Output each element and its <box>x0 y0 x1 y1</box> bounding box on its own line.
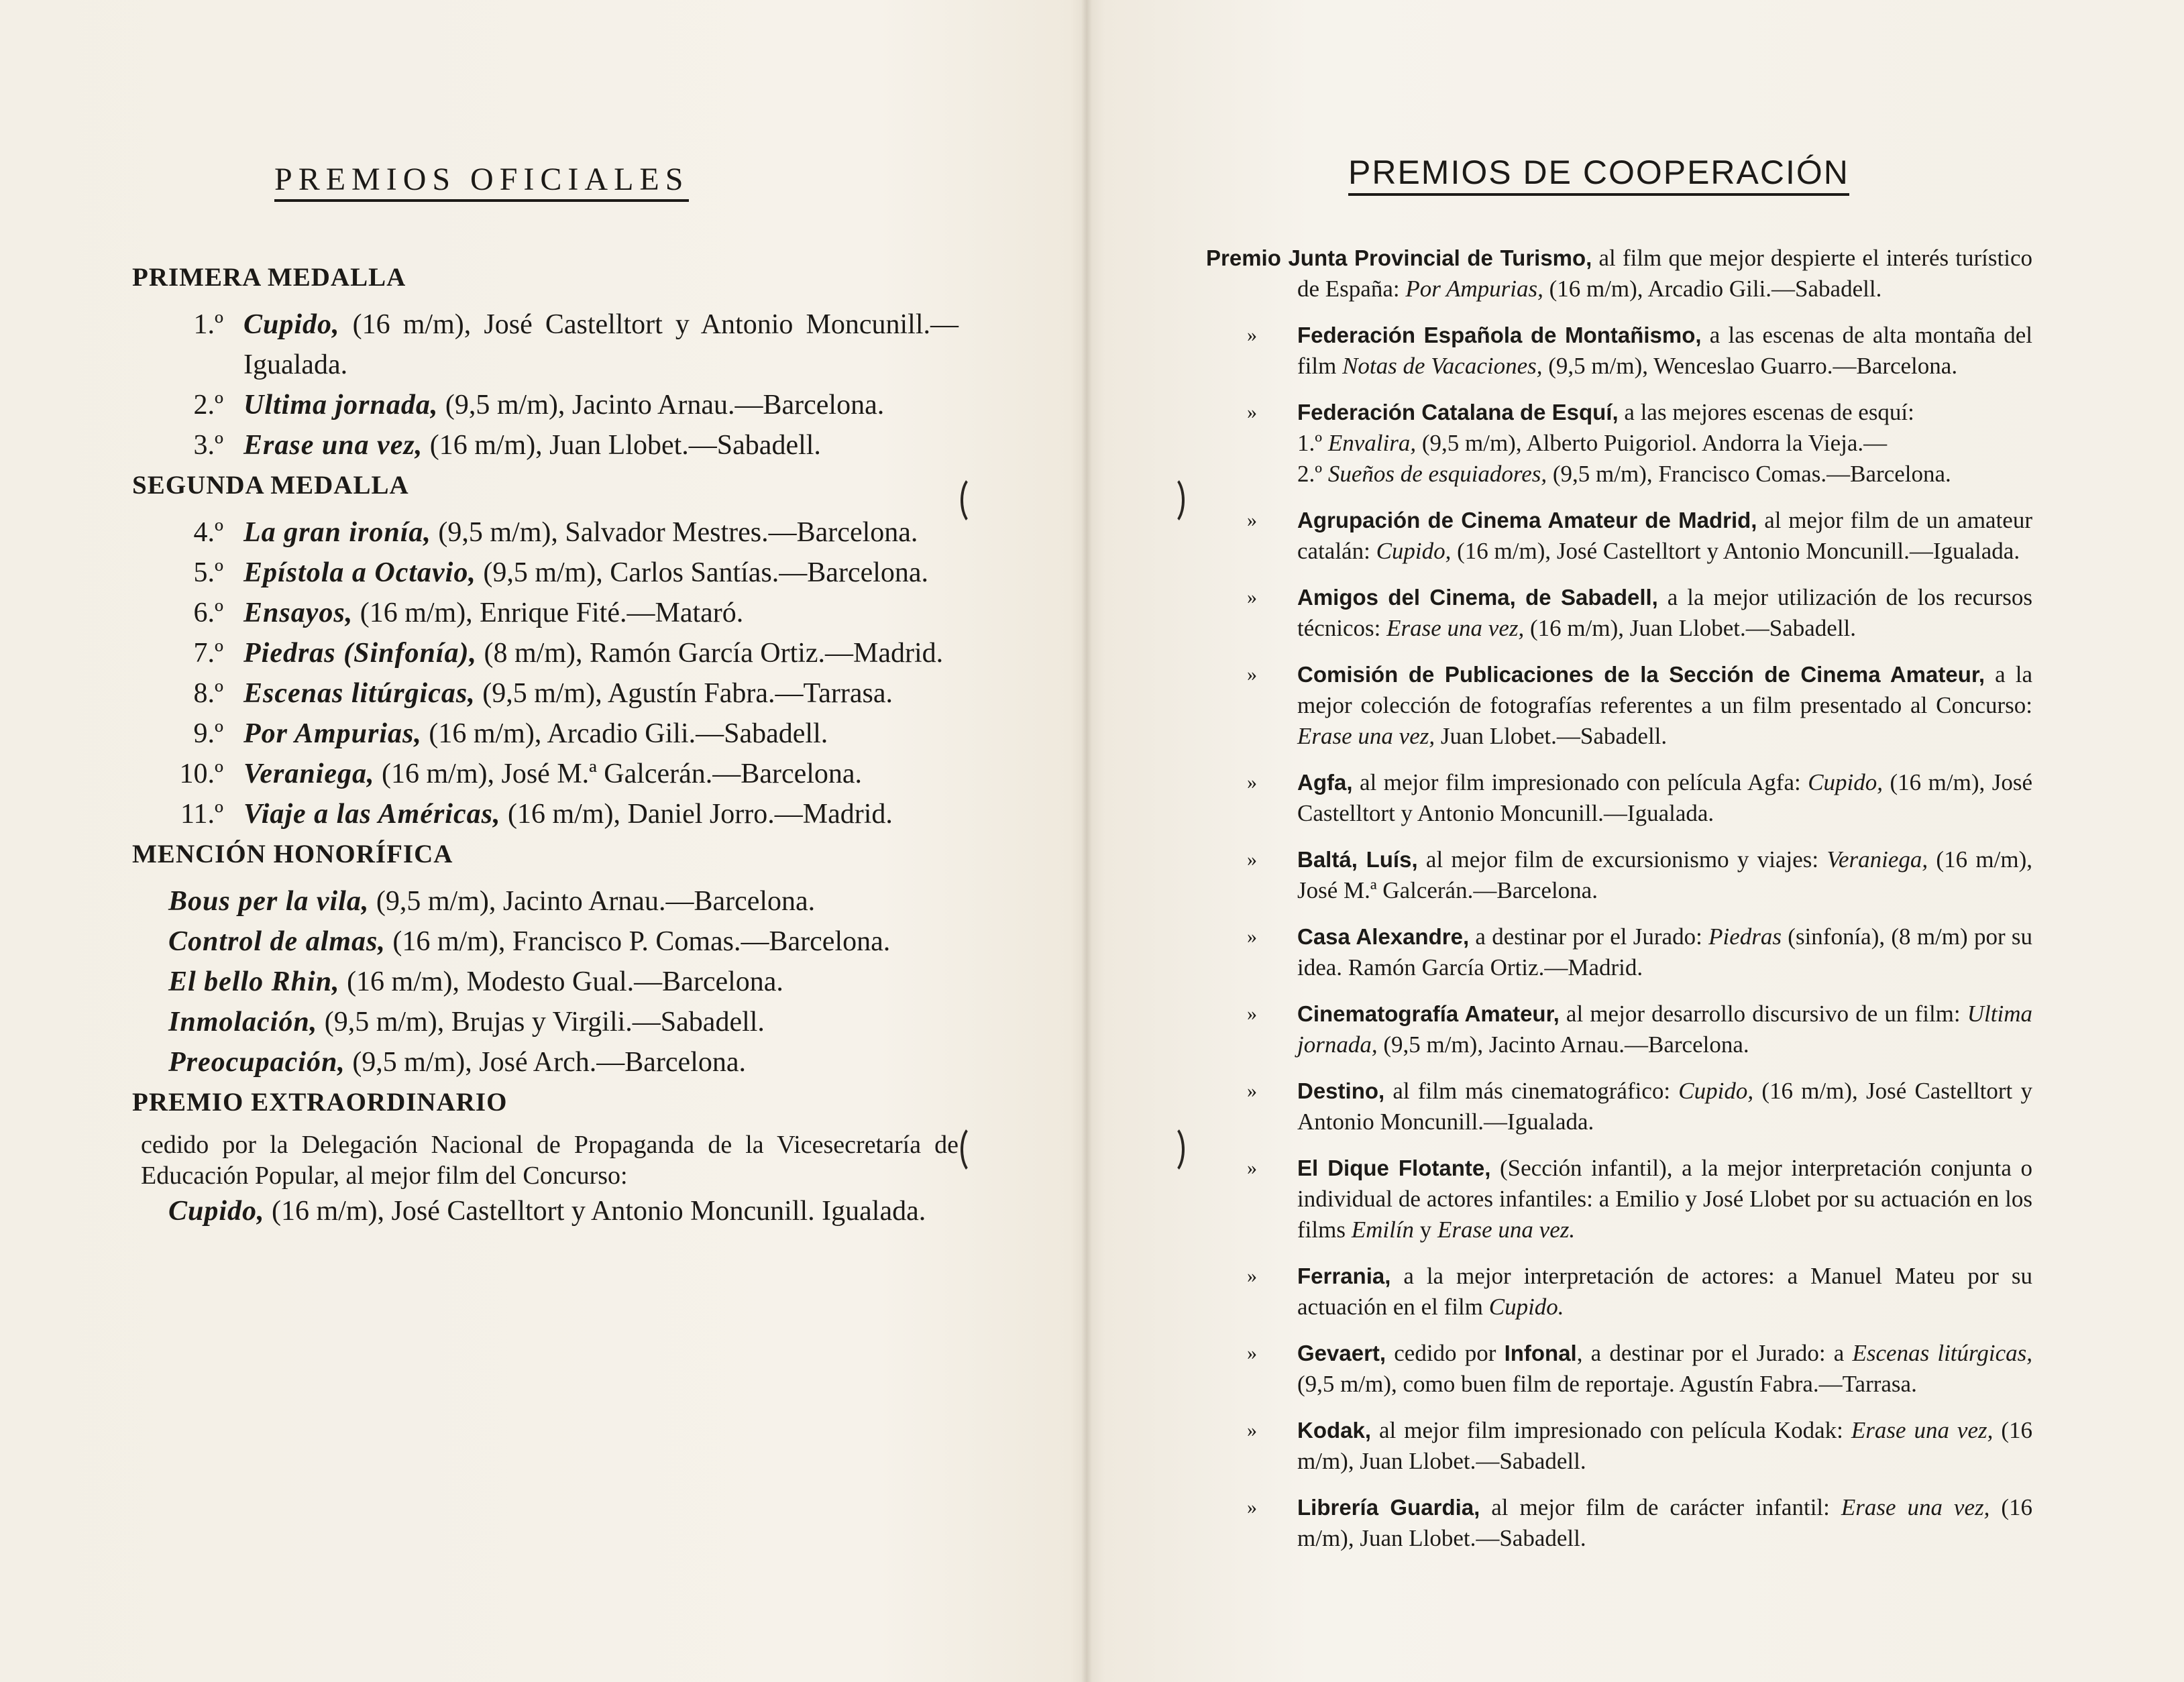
award-text <box>243 425 959 465</box>
award-details: (9,5 m/m), Francisco Comas.—Barcelona. <box>1547 461 1951 487</box>
award-details: (16 m/m), José Castelltort y Antonio Moncunill.—Igualada. <box>1297 769 2032 826</box>
award-details: (16 m/m), José Castelltort y Antonio Moncunill. Igualada. <box>264 1196 926 1227</box>
award-entry <box>132 714 959 754</box>
premios-oficiales <box>132 258 959 1231</box>
award-text <box>243 512 959 553</box>
film-title: Ultima jornada, <box>243 390 439 420</box>
film-title: Ultima jornada, <box>1297 1001 2032 1058</box>
bullet-mark: » <box>1247 586 1257 608</box>
award-details: (16 m/m), Juan Llobet.—Sabadell. <box>1524 615 1857 641</box>
award-intro: cedido por la Delegación Nacional de Propaganda de la Vicesecretaría de Educación Popular, al mejor film del Concurso: <box>141 1131 959 1190</box>
award-text <box>243 673 959 714</box>
sponsor-name: Cinematografía Amateur, <box>1297 1001 1560 1026</box>
film-title: Erase una vez, <box>1851 1417 1994 1443</box>
bullet-mark: » <box>1247 1080 1257 1102</box>
award-details: (9,5 m/m), Jacinto Arnau.—Barcelona. <box>438 390 885 420</box>
award-text <box>243 714 959 754</box>
bullet-mark: » <box>1247 1496 1257 1518</box>
award-section <box>132 465 959 834</box>
film-title: Escenas litúrgicas, <box>243 678 476 709</box>
award-details: al mejor film impresionado con película Kodak: <box>1371 1417 1851 1443</box>
award-details: (9,5 m/m), Carlos Santías.—Barcelona. <box>476 557 929 588</box>
film-title: Epístola a Octavio, <box>243 557 476 588</box>
punch-hole <box>961 475 989 526</box>
award-entry <box>132 754 959 794</box>
film-title: Veraniega, <box>1826 846 1928 873</box>
bullet-mark: » <box>1247 1419 1257 1441</box>
award-text <box>243 385 959 425</box>
sponsor-name: Gevaert, <box>1297 1341 1386 1365</box>
cooperation-award <box>1206 844 2032 906</box>
bullet-mark: » <box>1247 926 1257 948</box>
award-details: a la mejor interpretación de actores: a Manuel Mateu por su actuación en el film <box>1297 1263 2032 1320</box>
award-rank: 2.º <box>193 390 223 420</box>
film-title: Inmolación, <box>168 1007 318 1038</box>
award-text <box>243 304 959 385</box>
award-details: Juan Llobet.—Sabadell. <box>1435 723 1668 749</box>
cooperation-award <box>1206 397 2032 490</box>
film-title: Control de almas, <box>168 926 386 957</box>
page-fold <box>1081 0 1092 1682</box>
bullet-mark: » <box>1247 848 1257 871</box>
award-details: al mejor desarrollo discursivo de un film: <box>1559 1001 1967 1027</box>
section-heading: MENCIÓN HONORÍFICA <box>132 840 453 868</box>
award-details: cedido por <box>1386 1340 1505 1366</box>
film-title: Escenas litúrgicas, <box>1852 1340 2032 1366</box>
sponsor-name: El Dique Flotante, <box>1297 1156 1491 1180</box>
cooperation-award <box>1206 1338 2032 1400</box>
award-entry <box>132 962 959 1002</box>
award-details: (16 m/m), José M.ª Galcerán.—Barcelona. <box>374 759 863 789</box>
bullet-mark: » <box>1247 771 1257 793</box>
film-title: Cupido. <box>1488 1294 1564 1320</box>
award-details: (16 m/m), José M.ª Galcerán.—Barcelona. <box>1297 846 2032 903</box>
film-title: La gran ironía, <box>243 517 431 548</box>
cooperation-award <box>1206 1261 2032 1323</box>
film-title: Bous per la vila, <box>168 886 370 917</box>
award-details: a la mejor utilización de los recursos técnicos: <box>1297 584 2032 641</box>
award-details: y <box>1414 1217 1438 1243</box>
cooperation-award <box>1206 1076 2032 1137</box>
bullet-mark: » <box>1247 1157 1257 1179</box>
bullet-mark: » <box>1247 401 1257 423</box>
award-details: a la mejor colección de fotografías referentes a un film presentado al Concurso: <box>1297 661 2032 718</box>
sponsor-name: Kodak, <box>1297 1418 1372 1443</box>
award-entry <box>132 673 959 714</box>
punch-hole <box>1156 1124 1185 1175</box>
award-details: al mejor film de excursionismo y viajes: <box>1417 846 1827 873</box>
award-details: (9,5 m/m), Alberto Puigoriol. Andorra la Vieja.— <box>1416 430 1888 456</box>
film-title: Piedras (Sinfonía), <box>243 638 478 669</box>
cooperation-award <box>1206 921 2032 983</box>
award-details: a las mejores escenas de esquí: <box>1618 399 1914 425</box>
section-heading: SEGUNDA MEDALLA <box>132 471 409 500</box>
award-entry <box>132 881 959 921</box>
award-details: (9,5 m/m), Brujas y Virgili.—Sabadell. <box>317 1007 765 1038</box>
award-details: (9,5 m/m), Wenceslao Guarro.—Barcelona. <box>1542 353 1958 379</box>
award-rank: 3.º <box>193 430 223 461</box>
left-page-title: PREMIOS OFICIALES <box>274 161 689 202</box>
award-rank: 6.º <box>193 598 223 628</box>
award-entry <box>132 553 959 593</box>
award-details: (9,5 m/m), Salvador Mestres.—Barcelona. <box>431 517 918 548</box>
film-title: Notas de Vacaciones, <box>1342 353 1543 379</box>
cooperation-award <box>1206 505 2032 567</box>
bullet-mark: » <box>1247 509 1257 531</box>
film-title: Sueños de esquiadores, <box>1327 461 1547 487</box>
film-title: Ensayos, <box>243 598 353 628</box>
right-page-title: PREMIOS DE COOPERACIÓN <box>1348 153 1849 196</box>
award-details: al mejor film impresionado con película Agfa: <box>1352 769 1808 795</box>
sponsor-name: Ferrania, <box>1297 1264 1391 1288</box>
extraordinary-award <box>132 1082 959 1231</box>
award-details: (16 m/m), Modesto Gual.—Barcelona. <box>339 966 783 997</box>
award-details: (16 m/m), Juan Llobet.—Sabadell. <box>1297 1494 2032 1551</box>
bullet-mark: » <box>1247 1003 1257 1025</box>
bullet-mark: » <box>1247 663 1257 685</box>
award-entry <box>132 593 959 633</box>
award-details: (16 m/m), Juan Llobet.—Sabadell. <box>1297 1417 2032 1474</box>
section-heading: PRIMERA MEDALLA <box>132 263 406 292</box>
film-title: Envalira, <box>1327 430 1417 456</box>
award-rank: 11.º <box>180 799 223 830</box>
cooperation-award <box>1206 582 2032 644</box>
film-title: Erase una vez. <box>1437 1217 1576 1243</box>
award-entry <box>132 304 959 385</box>
film-title: Cupido, <box>168 1196 265 1227</box>
award-section <box>132 258 959 465</box>
award-rank: 5.º <box>193 557 223 588</box>
bullet-mark: » <box>1247 1342 1257 1364</box>
award-rank: 1.º <box>193 309 223 340</box>
award-text <box>243 794 959 834</box>
award-details: (16 m/m), Daniel Jorro.—Madrid. <box>500 799 893 830</box>
premios-cooperacion <box>1206 243 2032 1569</box>
award-text <box>243 593 959 633</box>
punch-hole <box>1156 475 1185 526</box>
film-title: Preocupación, <box>168 1047 345 1078</box>
film-title: Cupido, <box>243 309 340 340</box>
sponsor-name: Premio Junta Provincial de Turismo, <box>1206 245 1592 270</box>
award-text <box>243 553 959 593</box>
sponsor-name: Destino, <box>1297 1078 1385 1103</box>
award-details: al film más cinematográfico: <box>1384 1078 1679 1104</box>
award-details: 1.º <box>1297 430 1328 456</box>
award-entry <box>132 1191 959 1231</box>
film-title: Emilín <box>1351 1217 1415 1243</box>
award-details: 2.º <box>1297 461 1328 487</box>
film-title: Erase una vez, <box>243 430 423 461</box>
film-title: Cupido, <box>1376 538 1452 564</box>
cooperation-award <box>1206 243 2032 304</box>
sponsor-name: Federación Catalana de Esquí, <box>1297 400 1619 425</box>
award-entry <box>132 633 959 673</box>
award-details: (16 m/m), Francisco P. Comas.—Barcelona. <box>385 926 891 957</box>
punch-hole <box>961 1124 989 1175</box>
sponsor-name: Librería Guardia, <box>1297 1495 1480 1520</box>
cooperation-award <box>1206 659 2032 752</box>
film-title: Cupido, <box>1808 769 1883 795</box>
award-details: (16 m/m), Arcadio Gili.—Sabadell. <box>421 718 828 749</box>
film-title: Veraniega, <box>243 759 375 789</box>
cooperation-award <box>1206 320 2032 382</box>
film-title: Por Ampurias, <box>243 718 422 749</box>
award-entry <box>132 425 959 465</box>
sponsor-name: Agfa, <box>1297 770 1353 795</box>
award-details: (16 m/m), Arcadio Gili.—Sabadell. <box>1543 276 1882 302</box>
award-details: (sinfonía), (8 m/m) por su idea. Ramón García Ortiz.—Madrid. <box>1297 923 2033 980</box>
award-details: (16 m/m), José Castelltort y Antonio Moncunill.—Igualada. <box>1297 1078 2032 1135</box>
award-details: al film que mejor despierte el interés turístico de España: <box>1297 245 2032 302</box>
award-rank: 8.º <box>193 678 223 709</box>
award-details: (8 m/m), Ramón García Ortiz.—Madrid. <box>477 638 944 669</box>
award-text <box>243 633 959 673</box>
sponsor-name: Federación Española de Montañismo, <box>1297 323 1702 347</box>
sponsor-name: Comisión de Publicaciones de la Sección de Cinema Amateur, <box>1297 662 1985 687</box>
sponsor-name: Casa Alexandre, <box>1297 924 1470 949</box>
cooperation-award <box>1206 999 2032 1060</box>
section-heading: PREMIO EXTRAORDINARIO <box>132 1088 508 1117</box>
award-entry <box>132 512 959 553</box>
cooperation-award <box>1206 1492 2032 1554</box>
award-details: al mejor film de carácter infantil: <box>1480 1494 1841 1520</box>
sponsor-name: Agrupación de Cinema Amateur de Madrid, <box>1297 508 1757 532</box>
award-entry <box>132 1042 959 1082</box>
award-details: al mejor film de un amateur catalán: <box>1297 507 2032 564</box>
award-text <box>243 754 959 794</box>
award-details: (Sección infantil), a la mejor interpretación conjunta o individual de actores infantiles: a Emilio y José Llobet por su actuación en los films <box>1297 1155 2032 1243</box>
award-details: (16 m/m), José Castelltort y Antonio Moncunill.—Igualada. <box>1451 538 2020 564</box>
film-title: Cupido, <box>1678 1078 1754 1104</box>
cooperation-award <box>1206 1415 2032 1477</box>
sponsor-name: Amigos del Cinema, de Sabadell, <box>1297 585 1658 610</box>
award-details: (16 m/m), José Castelltort y Antonio Moncunill.—Igualada. <box>243 309 959 380</box>
award-details: (9,5 m/m), Jacinto Arnau.—Barcelona. <box>1377 1031 1749 1058</box>
film-title: Piedras <box>1708 923 1782 950</box>
award-section <box>132 834 959 1082</box>
award-details: a las escenas de alta montaña del film <box>1297 322 2033 379</box>
award-details: , a destinar por el Jurado: a <box>1576 1340 1853 1366</box>
film-title: Por Ampurias, <box>1405 276 1543 302</box>
film-title: El bello Rhin, <box>168 966 340 997</box>
award-rank: 10.º <box>179 759 223 789</box>
film-title: Erase una vez, <box>1841 1494 1990 1520</box>
film-title: Erase una vez, <box>1386 615 1525 641</box>
award-details: a destinar por el Jurado: <box>1469 923 1709 950</box>
cooperation-award <box>1206 1153 2032 1245</box>
award-entry <box>132 1002 959 1042</box>
award-rank: 9.º <box>193 718 223 749</box>
sponsor-name: Baltá, Luís, <box>1297 847 1418 872</box>
film-title: Erase una vez, <box>1297 723 1435 749</box>
bullet-mark: » <box>1247 324 1257 346</box>
award-rank: 4.º <box>193 517 223 548</box>
bullet-mark: » <box>1247 1265 1257 1287</box>
award-details: Infonal <box>1504 1341 1577 1365</box>
award-details: (9,5 m/m), José Arch.—Barcelona. <box>345 1047 746 1078</box>
award-details: (16 m/m), Juan Llobet.—Sabadell. <box>423 430 821 461</box>
film-title: Viaje a las Américas, <box>243 799 501 830</box>
award-details: (16 m/m), Enrique Fité.—Mataró. <box>353 598 744 628</box>
award-rank: 7.º <box>193 638 223 669</box>
award-details: (9,5 m/m), Agustín Fabra.—Tarrasa. <box>475 678 893 709</box>
award-entry <box>132 385 959 425</box>
award-entry <box>132 794 959 834</box>
award-details: (9,5 m/m), Jacinto Arnau.—Barcelona. <box>369 886 816 917</box>
award-details: (9,5 m/m), como buen film de reportaje. Agustín Fabra.—Tarrasa. <box>1297 1371 1917 1397</box>
cooperation-award <box>1206 767 2032 829</box>
award-entry <box>132 921 959 962</box>
